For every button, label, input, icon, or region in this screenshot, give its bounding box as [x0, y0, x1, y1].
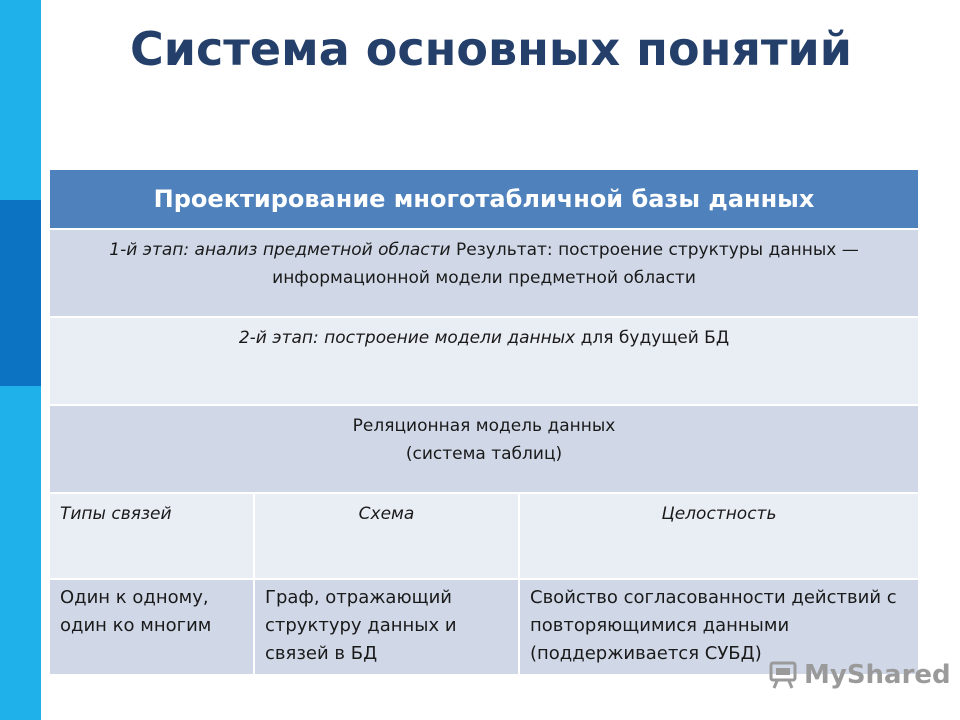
table-header: Проектирование многотабличной базы данных: [49, 169, 919, 229]
stage2-target: для будущей БД: [575, 328, 730, 348]
watermark: [768, 657, 951, 693]
watermark-text: MyShared: [804, 660, 951, 690]
stage2-title: 2-й этап: построение модели данных: [238, 328, 576, 348]
stage1-row: [49, 229, 919, 317]
stage2-cell: [49, 317, 919, 405]
relational-line2: (система таблиц): [405, 444, 563, 464]
stage2-row: [49, 317, 919, 405]
cell-integrity: Свойство согласованности действий с повторяющимися данными (поддерживается СУБД): [519, 579, 919, 675]
column-headers-row: [49, 493, 919, 579]
table-header-row: [49, 169, 919, 229]
stage1-result: Результат: построение структуры данных — информационной модели предметной области: [272, 240, 859, 288]
relational-row: [49, 405, 919, 493]
side-accent-block: [0, 200, 41, 386]
col-header-integrity: Целостность: [519, 493, 919, 579]
col-header-schema: Схема: [254, 493, 519, 579]
stage1-cell: [49, 229, 919, 317]
slide-title: Система основных понятий: [129, 22, 853, 76]
col-header-link-types: Типы связей: [49, 493, 254, 579]
relational-line1: Реляционная модель данных: [352, 416, 616, 436]
presentation-board-icon: [768, 660, 798, 690]
relational-cell: [49, 405, 919, 493]
concept-table: [48, 168, 920, 676]
cell-schema: Граф, отражающий структуру данных и связей в БД: [254, 579, 519, 675]
cell-link-types: Один к одному, один ко многим: [49, 579, 254, 675]
stage1-title: 1-й этап: анализ предметной области: [109, 240, 451, 260]
